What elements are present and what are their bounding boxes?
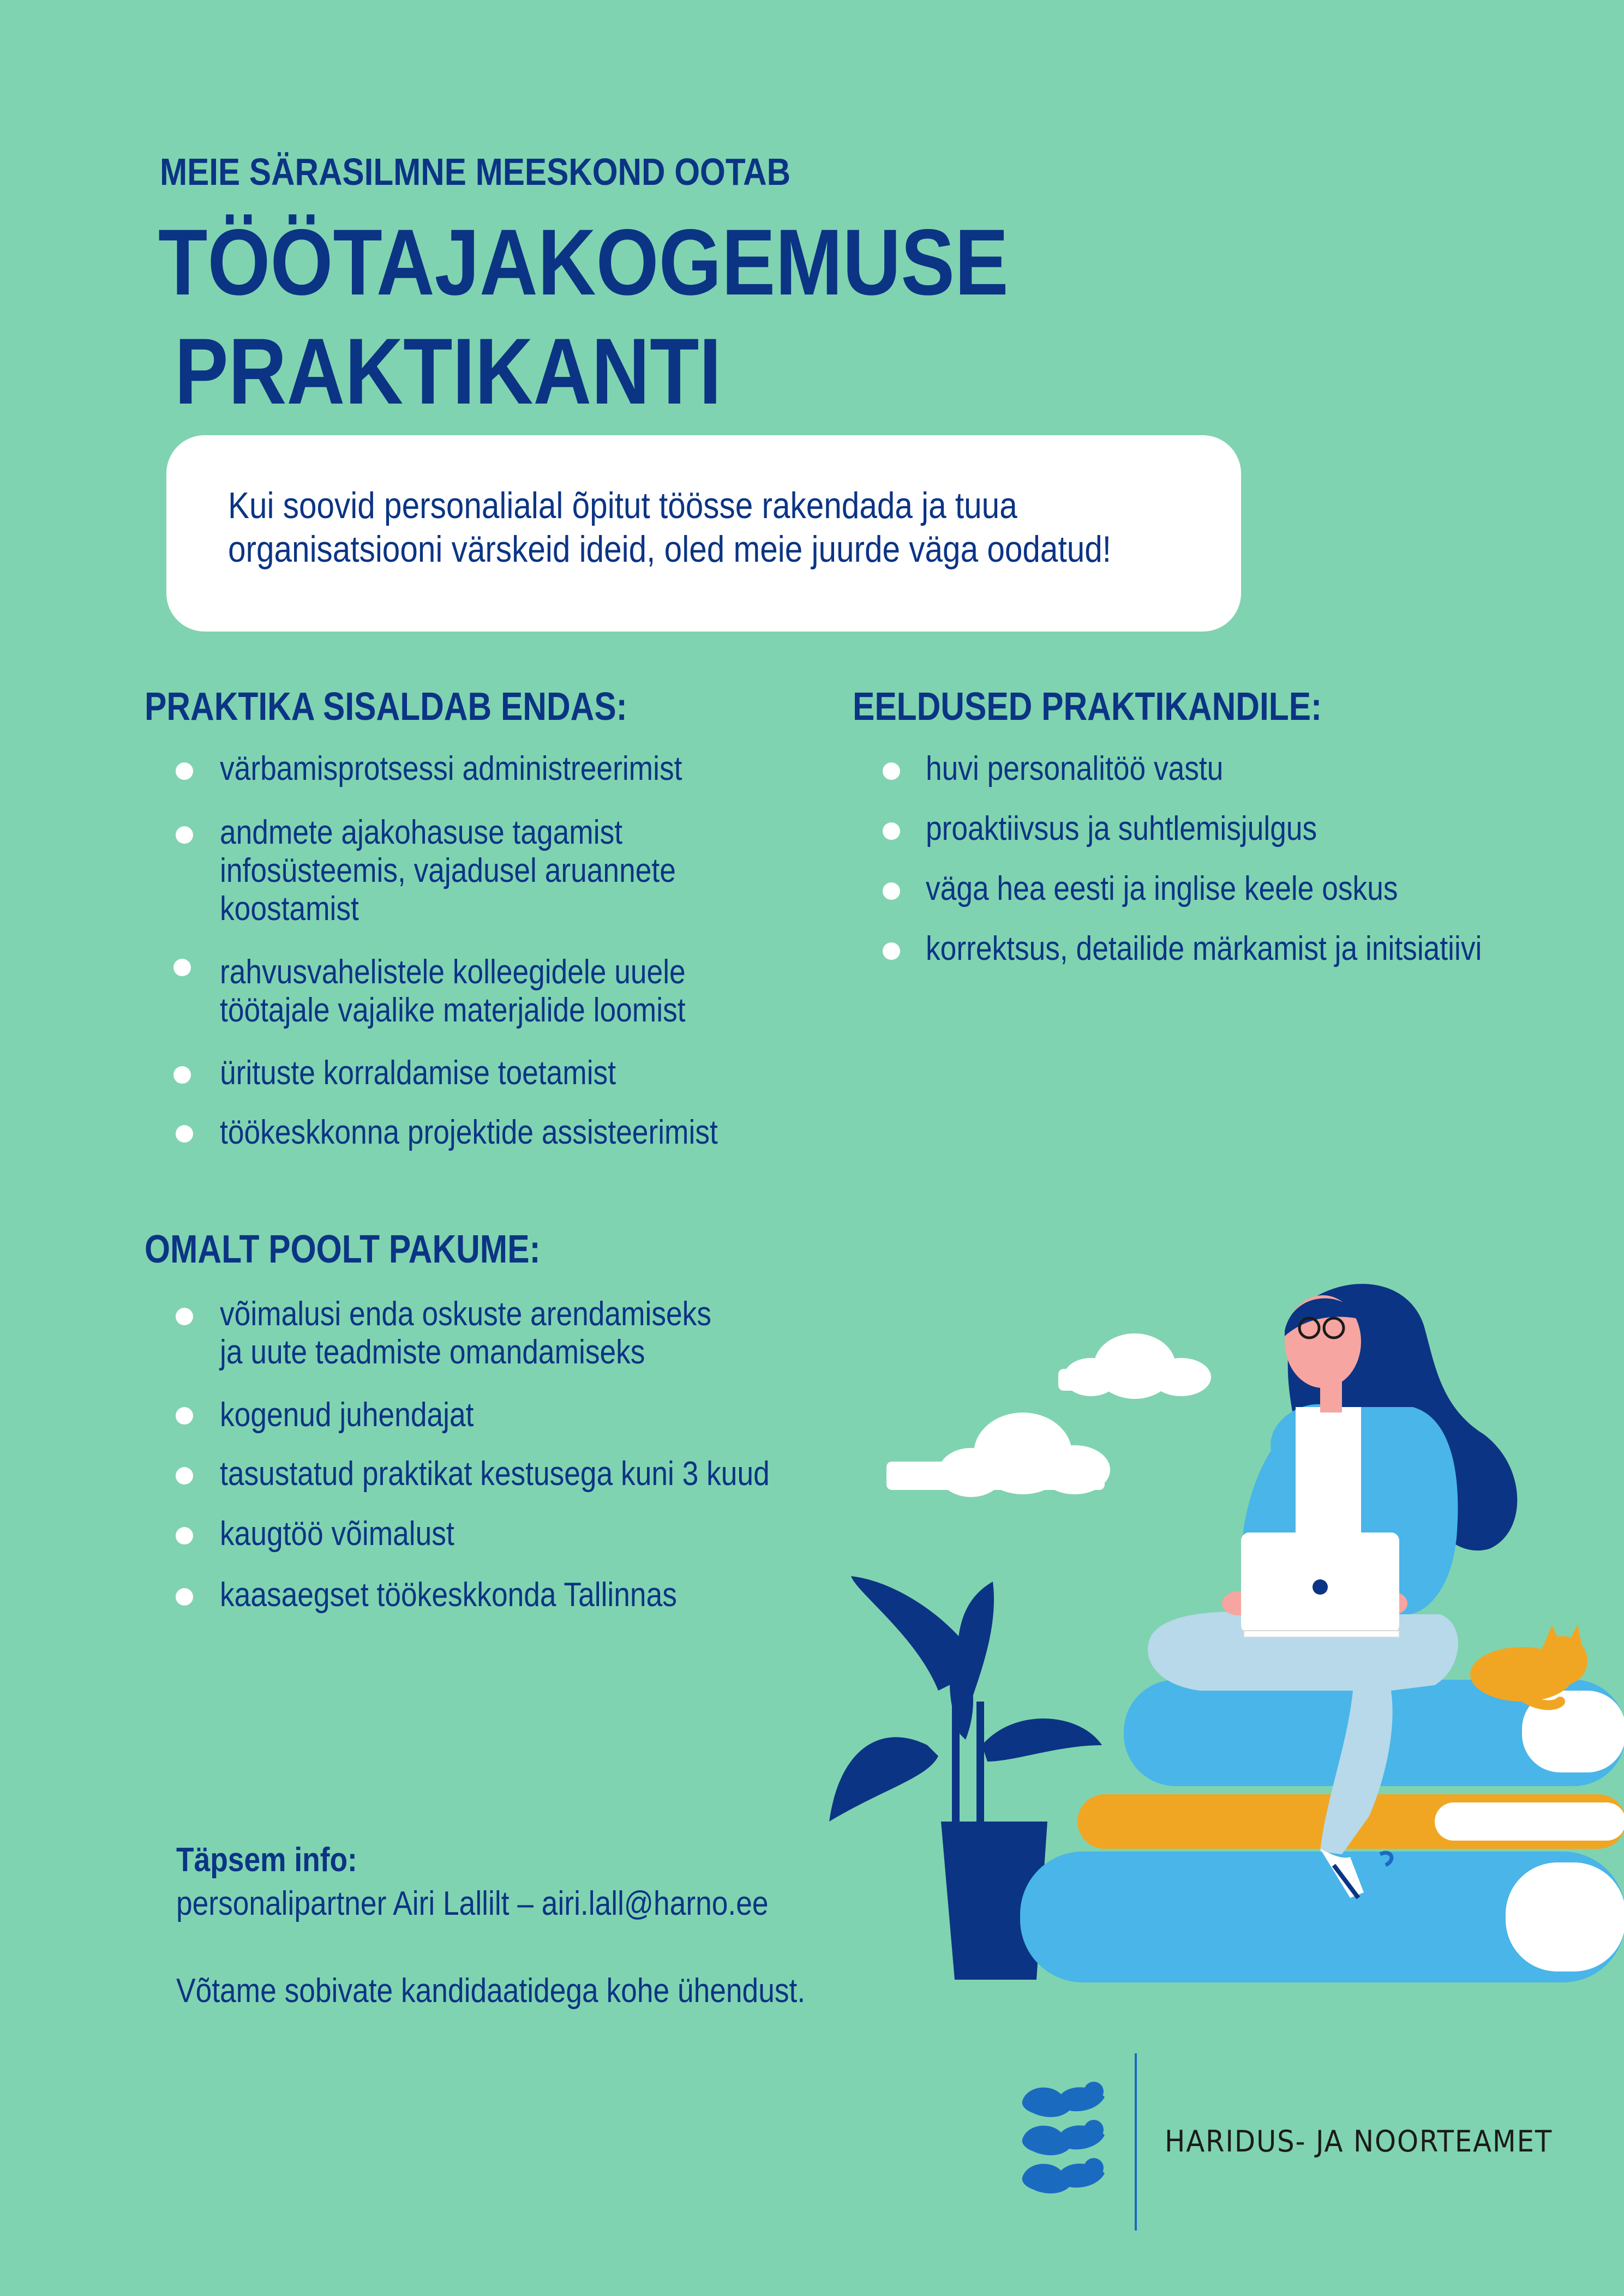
poster-title-line1: TÖÖTAJAKOGEMUSE (158, 210, 1009, 315)
duties-item-2: andmete ajakohasuse tagamist infosüsteemis, vajadusel aruannete koostamist (220, 814, 676, 928)
duties-heading: PRAKTIKA SISALDAB ENDAS: (145, 685, 627, 729)
footer-divider (1135, 2053, 1137, 2231)
woman-laptop-illustration (818, 1254, 1624, 1991)
cloud-icon (886, 1413, 1110, 1497)
requirements-item-3: väga hea eesti ja inglise keele oskus (926, 870, 1398, 907)
bullet-icon (176, 1588, 193, 1606)
bullet-icon (883, 942, 900, 960)
cloud-icon (1058, 1333, 1211, 1399)
offer-item-4: kaugtöö võimalust (220, 1515, 454, 1553)
requirements-item-4: korrektsus, detailide märkamist ja initsiatiivi (926, 930, 1482, 967)
duties-item-5: töökeskkonna projektide assisteerimist (220, 1114, 718, 1151)
requirements-heading: EELDUSED PRAKTIKANDILE: (853, 685, 1322, 729)
poster-title-line2: PRAKTIKANTI (175, 319, 722, 424)
bullet-icon (176, 1467, 193, 1484)
bullet-icon (176, 1527, 193, 1544)
offer-item-3: tasustatud praktikat kestusega kuni 3 kuud (220, 1455, 770, 1493)
offer-heading: OMALT POOLT PAKUME: (145, 1228, 541, 1271)
requirements-item-1: huvi personalitöö vastu (926, 750, 1224, 788)
poster-kicker: MEIE SÄRASILMNE MEESKOND OOTAB (160, 151, 791, 193)
intro-text-line1: Kui soovid personalialal õpitut töösse rakendada ja tuua (228, 485, 1017, 526)
offer-item-1: võimalusi enda oskuste arendamiseks ja uute teadmiste omandamiseks (220, 1295, 711, 1371)
books-stack-icon (1020, 1680, 1624, 1982)
offer-item-5: kaasaegset töökeskkonda Tallinnas (220, 1576, 677, 1614)
bullet-icon (176, 1125, 193, 1143)
duties-item-3: rahvusvahelistele kolleegidele uuele töötajale vajalike materjalide loomist (220, 953, 686, 1029)
bullet-icon (173, 1066, 191, 1084)
bullet-icon (176, 826, 193, 844)
offer-item-2: kogenud juhendajat (220, 1396, 474, 1434)
bullet-icon (173, 959, 191, 976)
three-lions-logo-icon (1017, 2078, 1110, 2203)
bullet-icon (176, 1407, 193, 1425)
bullet-icon (883, 882, 900, 900)
bullet-icon (883, 822, 900, 840)
info-title: Täpsem info: (176, 1841, 357, 1879)
intro-box (166, 435, 1241, 632)
info-note: Võtame sobivate kandidaatidega kohe ühendust. (176, 1972, 806, 2010)
bullet-icon (883, 762, 900, 780)
duties-item-1: värbamisprotsessi administreerimist (220, 750, 682, 788)
bullet-icon (176, 762, 193, 780)
intro-text-line2: organisatsiooni värskeid ideid, oled meie juurde väga oodatud! (228, 528, 1112, 570)
info-contact: personalipartner Airi Lallilt – airi.lall@harno.ee (176, 1885, 769, 1922)
requirements-item-2: proaktiivsus ja suhtlemisjulgus (926, 810, 1317, 848)
organization-name: HARIDUS- JA NOORTEAMET (1165, 2124, 1553, 2159)
duties-item-4: ürituste korraldamise toetamist (220, 1054, 616, 1092)
bullet-icon (176, 1308, 193, 1325)
